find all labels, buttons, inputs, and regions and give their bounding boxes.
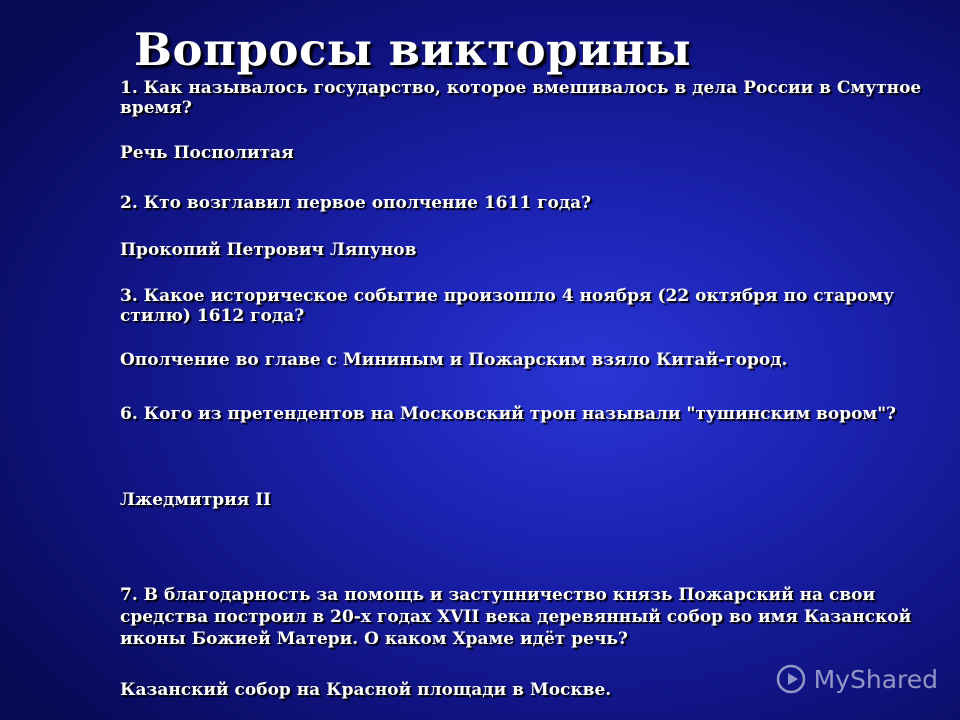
watermark-text: MyShared — [813, 664, 938, 694]
watermark — [776, 664, 938, 694]
answer-2: Прокопий Петрович Ляпунов — [120, 240, 417, 260]
question-1: 1. Как называлось государство, которое вмешивалось в дела России в Смутное время? — [120, 78, 922, 118]
play-icon — [776, 664, 806, 694]
question-6: 6. Кого из претендентов на Московский трон называли "тушинским вором"? — [120, 404, 897, 424]
answer-6: Лжедмитрия II — [120, 490, 272, 510]
question-2: 2. Кто возглавил первое ополчение 1611 года? — [120, 193, 592, 213]
question-3: 3. Какое историческое событие произошло 4 ноября (22 октября по старому стилю) 1612 года? — [120, 286, 895, 326]
question-7: 7. В благодарность за помощь и заступничество князь Пожарский на свои средства построил в 20-х годах XVII века деревянный собор во имя Казанской иконы Божией Матери. О каком Храме идёт речь? — [120, 585, 912, 649]
answer-3: Ополчение во главе с Мининым и Пожарским взяло Китай-город. — [120, 350, 788, 370]
answer-1: Речь Посполитая — [120, 143, 294, 163]
answer-7: Казанский собор на Красной площади в Москве. — [120, 680, 612, 700]
slide-title: Вопросы викторины — [134, 23, 692, 76]
